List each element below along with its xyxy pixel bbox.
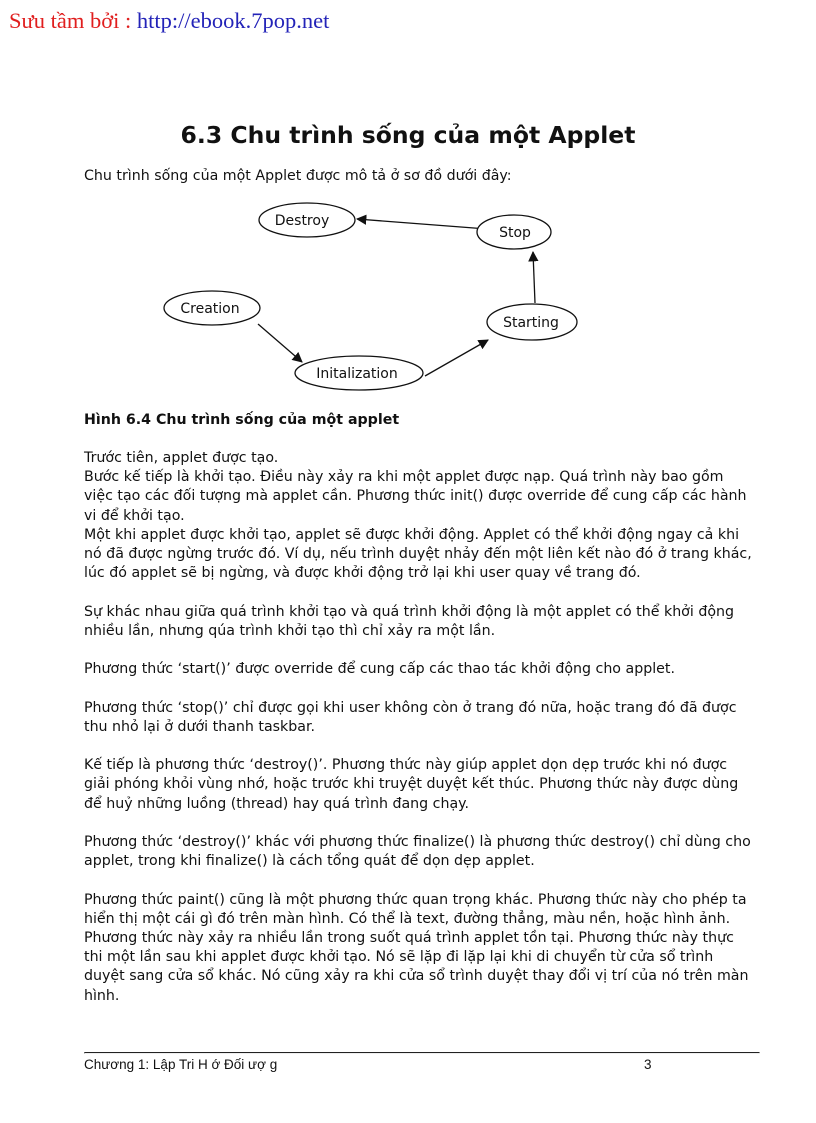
edge-initalization-starting bbox=[425, 340, 488, 376]
node-creation-label: Creation bbox=[180, 301, 240, 317]
paragraph-5: Phương thức ‘start()’ được override để cung cấp các thao tác khởi động cho applet. bbox=[84, 661, 675, 678]
node-stop bbox=[477, 215, 551, 249]
paragraph-6: Phương thức ‘stop()’ chỉ được gọi khi user không còn ở trang đó nữa, hoặc trang đó đã được thu nhỏ lại ở dưới thanh taskbar. bbox=[84, 699, 737, 735]
paragraph-3: Một khi applet được khởi tạo, applet sẽ được khởi động. Applet có thể khởi động ngay cả khi nó đã được ngừng trước đó. Ví dụ, nếu trình duyệt nhảy đến một liên kết nào đó ở trang khác, lúc đó applet sẽ bị ngừng, và được khởi động trở lại khi user quay về trang đó. bbox=[84, 526, 752, 582]
footer-chapter: Chương 1: Lập Tri H ớ Đối ượ g bbox=[84, 1057, 278, 1072]
paragraph-1: Trước tiên, applet được tạo. bbox=[84, 450, 279, 466]
edge-creation-initalization bbox=[258, 324, 302, 362]
paragraph-2: Bước kế tiếp là khởi tạo. Điều này xảy ra khi một applet được nạp. Quá trình này bao gồm việc tạo các đối tượng mà applet cần. Phương thức init() được override để cung cấp các hành vi để khởi tạo. bbox=[84, 469, 747, 524]
node-creation bbox=[164, 291, 260, 325]
lifecycle-diagram bbox=[150, 196, 590, 396]
page-number: 3 bbox=[644, 1057, 652, 1072]
figure-caption: Hình 6.4 Chu trình sống của một applet bbox=[84, 412, 400, 428]
edge-starting-stop bbox=[533, 252, 535, 303]
footer-divider bbox=[84, 1052, 760, 1054]
paragraph-7: Kế tiếp là phương thức ‘destroy()’. Phương thức này giúp applet dọn dẹp trước khi nó được giải phóng khỏi vùng nhớ, hoặc trước khi truyệt duyệt kết thúc. Phương thức này được dùng để huỷ những luồng (thread) hay quá trình đang chạy. bbox=[84, 757, 739, 812]
node-destroy bbox=[259, 203, 355, 237]
node-initalization bbox=[295, 356, 423, 390]
node-destroy-label: Destroy bbox=[274, 213, 330, 229]
paragraph-8: Phương thức ‘destroy()’ khác với phương thức finalize() là phương thức destroy() chỉ dùng cho applet, trong khi finalize() là cách tổng quát để dọn dẹp applet. bbox=[84, 833, 751, 870]
page-title: 6.3 Chu trình sống của một Applet bbox=[180, 121, 636, 149]
node-initalization-label: Initalization bbox=[316, 366, 398, 382]
watermark-url[interactable]: http://ebook.7pop.net bbox=[136, 8, 330, 33]
node-starting-label: Starting bbox=[503, 315, 559, 331]
intro-text: Chu trình sống của một Applet được mô tả ở sơ đồ dưới đây: bbox=[84, 168, 512, 184]
paragraph-4: Sự khác nhau giữa quá trình khởi tạo và quá trình khởi động là một applet có thể khởi động nhiều lần, nhưng qúa trình khởi tạo thì chỉ xảy ra một lần. bbox=[84, 603, 734, 639]
watermark-prefix: Sưu tầm bởi : bbox=[9, 8, 137, 33]
paragraph-9: Phương thức paint() cũng là một phương thức quan trọng khác. Phương thức này cho phép ta hiển thị một cái gì đó trên màn hình. Có thể là text, đường thẳng, màu nền, hoặc hình ảnh. Phương thức này xảy ra nhiều lần trong suốt quá trình applet tồn tại. Phương thức này thực thi một lần sau khi applet được khởi tạo. Nó sẽ lặp đi lặp lại khi di chuyển từ cửa sổ trình duyệt sang cửa sổ khác. Nó cũng xảy ra khi cửa sổ trình duyệt thay đổi vị trí của nó trên màn hình. bbox=[84, 891, 749, 1004]
node-stop-label: Stop bbox=[499, 225, 531, 241]
edge-stop-destroy bbox=[357, 219, 487, 229]
node-starting bbox=[487, 304, 577, 340]
watermark bbox=[9, 6, 329, 36]
body-text bbox=[84, 449, 754, 1006]
